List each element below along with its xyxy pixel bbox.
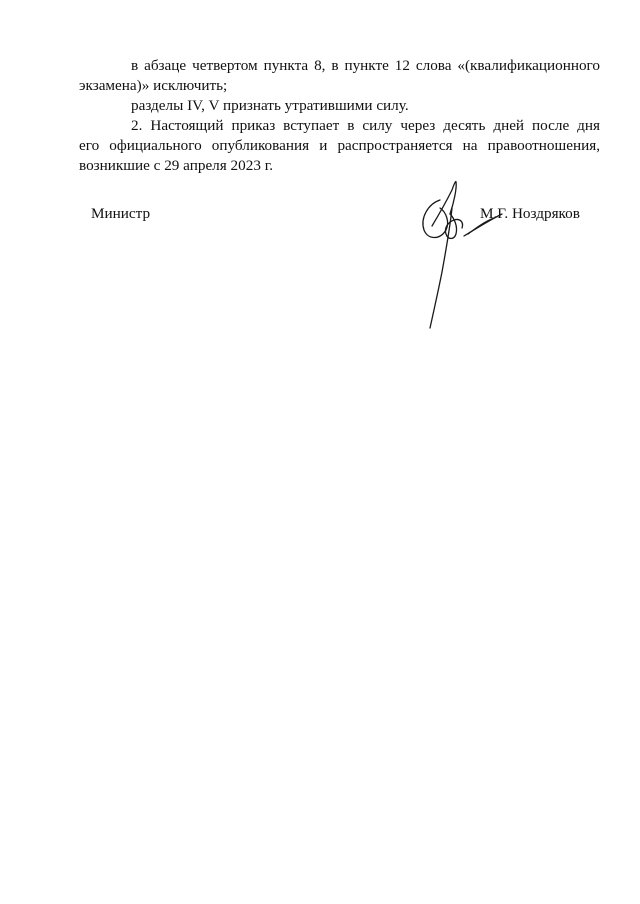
paragraph-3-line-2: его официального опубликования и распространяется на правоотношения, (79, 137, 600, 154)
paragraph-1-line-1: в абзаце четвертом пункта 8, в пункте 12 слова «(квалификационного (131, 57, 600, 74)
paragraph-1-line-2: экзамена)» исключить; (79, 77, 228, 94)
paragraph-3-line-1: 2. Настоящий приказ вступает в силу через десять дней после дня (131, 117, 600, 134)
signatory-name: М.Г. Ноздряков (480, 205, 580, 222)
handwritten-signature (410, 178, 520, 333)
paragraph-2-line-1: разделы IV, V признать утратившими силу. (131, 97, 409, 114)
paragraph-3-line-3: возникшие с 29 апреля 2023 г. (79, 157, 274, 174)
position-title: Министр (91, 205, 151, 222)
